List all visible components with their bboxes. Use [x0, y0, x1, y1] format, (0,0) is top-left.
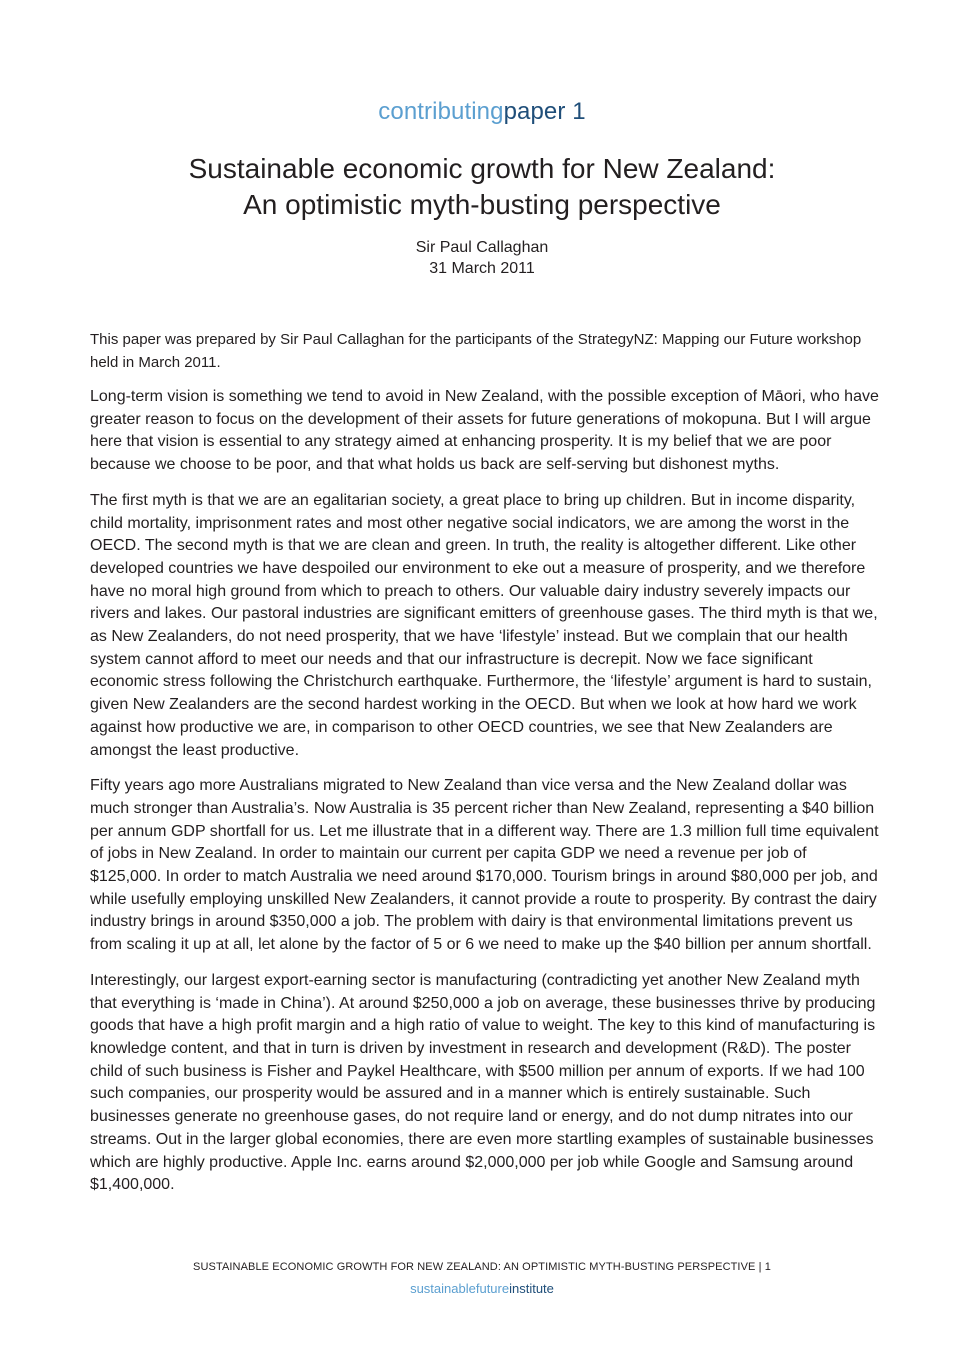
brand-logo-light: sustainablefuture	[410, 1281, 510, 1296]
document-body	[90, 329, 880, 1210]
running-footer: SUSTAINABLE ECONOMIC GROWTH FOR NEW ZEALAND: AN OPTIMISTIC MYTH-BUSTING PERSPECTIVE | 1	[193, 1261, 771, 1273]
byline	[0, 237, 964, 279]
title-line-2: An optimistic myth-busting perspective	[243, 189, 721, 220]
series-label-paper: paper 1	[503, 98, 586, 125]
page-title	[0, 151, 964, 223]
body-paragraph: The first myth is that we are an egalitarian society, a great place to bring up children. But in income disparity, child mortality, imprisonment rates and most other negative social indicators, we are among the worst in the OECD. The second myth is that we are clean and green. In truth, the reality is altogether different. Like other developed countries we have despoiled our environment to eke out a measure of prosperity, and we therefore have no moral high ground from which to preach to others. Our valuable dairy industry severely impacts our rivers and lakes. Our pastoral industries are significant emitters of greenhouse gases. The third myth is that we, as New Zealanders, do not need prosperity, that we have ‘lifestyle’ instead. But we complain that our health system cannot afford to meet our needs and that our infrastructure is decrepit. Now we face significant economic stress following the Christchurch earthquake. Furthermore, the ‘lifestyle’ argument is hard to sustain, given New Zealanders are the second hardest working in the OECD. But when we look at how hard we work against how productive we are, in comparison to other OECD countries, we see that New Zealanders are amongst the least productive.	[90, 491, 878, 759]
brand-logo	[0, 1281, 964, 1296]
body-paragraph: Long-term vision is something we tend to avoid in New Zealand, with the possible exception of Māori, who have greater reason to focus on the development of their assets for future generations of mokopuna. But I will argue here that vision is essential to any strategy aimed at enhancing prosperity. It is my belief that we are poor because we choose to be poor, and that what holds us back are self-serving but dishonest myths.	[90, 388, 879, 474]
intro-paragraph: This paper was prepared by Sir Paul Callaghan for the participants of the StrategyNZ: Mapping our Future workshop held in March 2011.	[90, 331, 862, 371]
title-line-1: Sustainable economic growth for New Zealand:	[188, 153, 776, 184]
brand-logo-dark: institute	[509, 1281, 554, 1296]
body-paragraph: Fifty years ago more Australians migrated to New Zealand than vice versa and the New Zealand dollar was much stronger than Australia’s. Now Australia is 35 percent richer than New Zealand, representing a $40 billion per annum GDP shortfall for us. Let me illustrate that in a different way. There are 1.3 million full time equivalent of jobs in New Zealand. In order to maintain our current per capita GDP we need a revenue per job of $125,000. In order to match Australia we need around $170,000. Tourism brings in around $80,000 per job, and while usefully employing unskilled New Zealanders, it cannot provide a route to prosperity. By contrast the dairy industry brings in around $350,000 a job. The problem with dairy is that environmental limitations prevent us from scaling it up at all, let alone by the factor of 5 or 6 we need to make up the $40 billion per annum shortfall.	[90, 777, 879, 954]
publication-date: 31 March 2011	[429, 260, 535, 277]
series-heading	[0, 98, 964, 126]
series-label-contributing: contributing	[378, 98, 504, 125]
body-paragraph: Interestingly, our largest export-earning sector is manufacturing (contradicting yet another New Zealand myth that everything is ‘made in China’). At around $250,000 a job on average, these businesses thrive by producing goods that have a high profit margin and a high ratio of value to weight. The key to this kind of manufacturing is knowledge content, and that in turn is driven by investment in research and development (R&D). The poster child of such business is Fisher and Paykel Healthcare, with $500 million per annum of exports. If we had 100 such companies, our prosperity would be assured and in a manner which is entirely sustainable. Such businesses generate no greenhouse gases, do not require land or energy, and do not dump nitrates into our streams. Out in the larger global economies, there are even more startling examples of sustainable businesses which are highly productive. Apple Inc. earns around $2,000,000 per job while Google and Samsung around $1,400,000.	[90, 971, 876, 1194]
author-name: Sir Paul Callaghan	[415, 239, 549, 256]
